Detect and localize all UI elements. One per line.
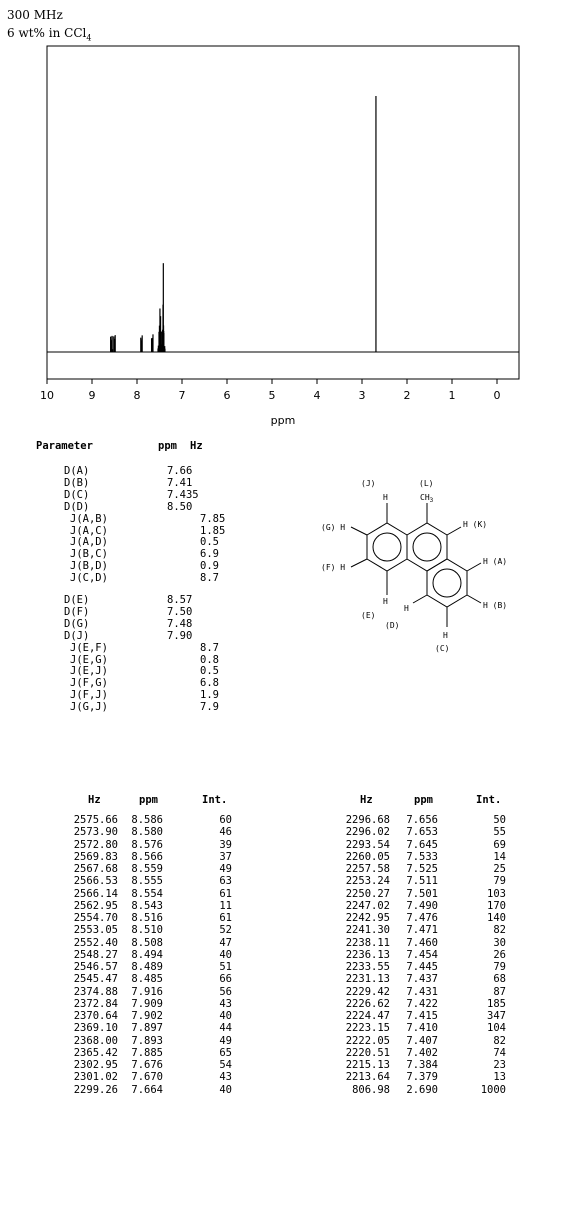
table-cell: 7.525 [406,863,438,875]
table-cell: 2299.26 [73,1083,118,1096]
param-value: 6.9 [200,548,219,561]
table-cell: 2567.68 [73,863,118,875]
table-cell: 2222.05 [345,1034,390,1047]
structure-labels [321,479,507,653]
table-cell: 104 [487,1022,506,1035]
table-cell: 2260.05 [345,850,390,863]
table-cell: 2554.70 [73,912,118,924]
param-value: 8.57 [167,594,193,606]
table-cell: 50 [493,814,506,826]
x-tick-label-1: 9 [88,389,96,402]
table-cell: 56 [219,985,232,998]
table-cell: 2572.80 [73,838,118,851]
param-value: 0.8 [200,653,219,666]
table-cell: 68 [493,973,506,986]
table-cell: 140 [487,912,506,924]
table-cell: 79 [493,961,506,973]
table-cell: 37 [219,850,232,863]
label-b: H (B) [483,601,508,610]
table-cell: 61 [219,912,232,924]
table-cell: 8.510 [131,924,163,937]
param-value: 7.50 [167,605,193,618]
table-cell: 51 [219,961,232,973]
x-tick-label-3: 7 [178,389,186,402]
table-cell: 2.690 [406,1083,438,1096]
table-header-int-left: Int. [202,794,228,806]
param-name: J(A,D) [70,536,108,549]
table-cell: 2242.95 [345,912,390,924]
label-h-d: H [404,604,409,613]
param-value: 8.50 [167,500,193,513]
table-cell: 61 [219,887,232,900]
plot-frame [47,46,519,379]
table-cell: 2296.68 [345,814,390,826]
nmr-spectrum-chart [0,0,570,440]
table-cell: 43 [219,997,232,1010]
table-cell: 7.501 [406,887,438,900]
table-cell: 49 [219,1034,232,1047]
table-cell: 7.402 [406,1046,438,1059]
param-name: D(J) [64,629,90,642]
label-h-e: H [383,597,388,606]
table-cell: 2575.66 [73,814,118,826]
param-value: 7.48 [167,617,193,630]
param-name: J(E,J) [70,665,108,678]
table-cell: 7.410 [406,1022,438,1035]
x-tick-label-4: 6 [223,389,231,402]
table-cell: 7.511 [406,875,438,888]
table-cell: 8.554 [131,887,163,900]
table-cell: 2213.64 [345,1071,390,1084]
param-header-ppm: ppm [158,440,177,452]
param-value: 0.5 [200,536,219,549]
table-cell: 8.576 [131,838,163,851]
param-name: D(E) [64,594,90,606]
param-name: J(A,B) [70,512,108,525]
label-e: (E) [361,611,376,620]
table-cell: 2372.84 [73,997,118,1010]
x-tick-label-5: 5 [268,389,276,402]
table-cell: 7.437 [406,973,438,986]
label-f: (F) H [321,563,346,572]
x-tick-label-7: 3 [358,389,366,402]
label-d: (D) [385,621,400,630]
param-name: J(B,C) [70,548,108,561]
table-cell: 2253.24 [345,875,390,888]
table-cell: 7.415 [406,1010,438,1022]
x-tick-label-2: 8 [133,389,141,402]
table-cell: 185 [487,997,506,1010]
table-cell: 87 [493,985,506,998]
table-cell: 806.98 [352,1083,390,1096]
param-name: J(F,J) [70,689,108,702]
table-cell: 2257.58 [345,863,390,875]
table-cell: 2236.13 [345,948,390,961]
table-cell: 7.454 [406,948,438,961]
table-header-hz-left: Hz [88,794,101,806]
x-tick-label-0: 10 [40,389,54,402]
table-cell: 14 [493,850,506,863]
table-header-ppm-left: ppm [139,794,158,806]
table-cell: 7.676 [131,1059,163,1071]
table-cell: 46 [219,826,232,839]
table-cell: 2552.40 [73,936,118,949]
table-cell: 13 [493,1071,506,1084]
table-cell: 7.893 [131,1034,163,1047]
table-cell: 103 [487,887,506,900]
table-cell: 2233.55 [345,961,390,973]
table-cell: 7.384 [406,1059,438,1071]
table-cell: 39 [219,838,232,851]
label-a: H (A) [483,557,508,566]
param-value: 7.41 [167,476,193,489]
table-cell: 65 [219,1046,232,1059]
table-cell: 7.902 [131,1010,163,1022]
table-cell: 2215.13 [345,1059,390,1071]
table-cell: 2566.14 [73,887,118,900]
table-cell: 8.580 [131,826,163,839]
table-cell: 7.431 [406,985,438,998]
table-cell: 8.485 [131,973,163,986]
param-name: D(B) [64,476,90,489]
table-cell: 60 [219,814,232,826]
param-value: 6.8 [200,677,219,690]
param-value: 8.7 [200,572,219,585]
table-cell: 25 [493,863,506,875]
table-header-ppm-right: ppm [414,794,433,806]
param-value: 1.9 [200,689,219,702]
table-cell: 2241.30 [345,924,390,937]
table-cell: 2231.13 [345,973,390,986]
param-value: 8.7 [200,641,219,654]
table-cell: 2548.27 [73,948,118,961]
table-cell: 2301.02 [73,1071,118,1084]
param-name: J(F,G) [70,677,108,690]
param-name: J(A,C) [70,524,108,537]
table-cell: 44 [219,1022,232,1035]
table-cell: 26 [493,948,506,961]
param-header-parameter: Parameter [36,440,93,452]
table-cell: 49 [219,863,232,875]
param-name: D(A) [64,465,90,477]
table-cell: 7.916 [131,985,163,998]
solvent-label: 6 wt% in CCl$_4$ [7,26,92,43]
param-value: 1.85 [200,524,226,537]
table-cell: 7.407 [406,1034,438,1047]
table-cell: 7.885 [131,1046,163,1059]
table-cell: 43 [219,1071,232,1084]
table-cell: 7.490 [406,899,438,912]
table-cell: 7.422 [406,997,438,1010]
param-name: J(E,G) [70,653,108,666]
table-cell: 2365.42 [73,1046,118,1059]
x-tick-label-6: 4 [313,389,321,402]
table-cell: 170 [487,899,506,912]
param-value: 0.5 [200,665,219,678]
table-cell: 7.460 [406,936,438,949]
table-cell: 7.471 [406,924,438,937]
table-cell: 2247.02 [345,899,390,912]
table-cell: 2223.15 [345,1022,390,1035]
table-cell: 7.656 [406,814,438,826]
label-ch3: $CH_3$ [420,493,434,504]
label-c: (C) [435,644,450,653]
table-cell: 11 [219,899,232,912]
label-j: (J) [361,479,376,488]
table-cell: 2553.05 [73,924,118,937]
table-cell: 1000 [480,1083,506,1096]
label-l: (L) [419,479,434,488]
param-value: 7.85 [200,512,226,525]
param-name: J(E,F) [70,641,108,654]
table-cell: 2238.11 [345,936,390,949]
table-cell: 82 [493,1034,506,1047]
table-cell: 8.555 [131,875,163,888]
table-cell: 2229.42 [345,985,390,998]
param-name: J(B,D) [70,560,108,573]
table-header-hz-right: Hz [360,794,373,806]
table-cell: 2369.10 [73,1022,118,1035]
x-axis-label: ppm [270,414,296,427]
param-value: 7.435 [167,488,199,501]
table-cell: 2545.47 [73,973,118,986]
table-cell: 8.559 [131,863,163,875]
table-cell: 2220.51 [345,1046,390,1059]
param-value: 7.90 [167,629,193,642]
table-cell: 2370.64 [73,1010,118,1022]
table-cell: 7.645 [406,838,438,851]
table-cell: 52 [219,924,232,937]
table-cell: 8.516 [131,912,163,924]
table-cell: 2569.83 [73,850,118,863]
table-cell: 55 [493,826,506,839]
table-cell: 30 [493,936,506,949]
table-cell: 40 [219,1010,232,1022]
table-cell: 74 [493,1046,506,1059]
param-value: 7.9 [200,701,219,714]
param-header-hz: Hz [190,440,203,452]
table-cell: 8.508 [131,936,163,949]
ring-bonds [351,503,481,627]
table-cell: 23 [493,1059,506,1071]
param-name: D(C) [64,488,90,501]
param-name: D(G) [64,617,90,630]
table-cell: 2224.47 [345,1010,390,1022]
table-cell: 40 [219,1083,232,1096]
table-cell: 66 [219,973,232,986]
table-cell: 82 [493,924,506,937]
table-cell: 79 [493,875,506,888]
frequency-label: 300 MHz [7,8,63,22]
table-cell: 2566.53 [73,875,118,888]
table-cell: 7.653 [406,826,438,839]
table-cell: 7.533 [406,850,438,863]
label-h-j: H [383,493,388,502]
table-cell: 54 [219,1059,232,1071]
table-cell: 2293.54 [345,838,390,851]
table-cell: 47 [219,936,232,949]
table-cell: 2226.62 [345,997,390,1010]
table-cell: 63 [219,875,232,888]
x-tick-label-10: 0 [493,389,501,402]
molecule-structure [285,470,570,670]
param-name: J(C,D) [70,572,108,585]
table-cell: 347 [487,1010,506,1022]
table-cell: 2368.00 [73,1034,118,1047]
table-cell: 7.379 [406,1071,438,1084]
x-tick-label-8: 2 [403,389,411,402]
table-cell: 8.566 [131,850,163,863]
table-cell: 8.543 [131,899,163,912]
param-name: J(G,J) [70,701,108,714]
label-g: (G) H [321,523,346,532]
table-cell: 69 [493,838,506,851]
label-h-c: H [443,631,448,640]
table-cell: 8.586 [131,814,163,826]
table-cell: 2374.88 [73,985,118,998]
x-tick-label-9: 1 [448,389,456,402]
table-cell: 40 [219,948,232,961]
param-name: D(F) [64,605,90,618]
table-cell: 7.897 [131,1022,163,1035]
table-cell: 2573.90 [73,826,118,839]
table-cell: 7.445 [406,961,438,973]
table-cell: 2296.02 [345,826,390,839]
table-cell: 2562.95 [73,899,118,912]
table-cell: 7.909 [131,997,163,1010]
param-value: 7.66 [167,465,193,477]
param-value: 0.9 [200,560,219,573]
label-k: H (K) [463,520,488,529]
table-cell: 7.664 [131,1083,163,1096]
param-name: D(D) [64,500,90,513]
table-cell: 8.489 [131,961,163,973]
table-cell: 8.494 [131,948,163,961]
table-cell: 2250.27 [345,887,390,900]
table-cell: 2546.57 [73,961,118,973]
table-cell: 7.670 [131,1071,163,1084]
table-cell: 7.476 [406,912,438,924]
table-cell: 2302.95 [73,1059,118,1071]
table-header-int-right: Int. [476,794,502,806]
